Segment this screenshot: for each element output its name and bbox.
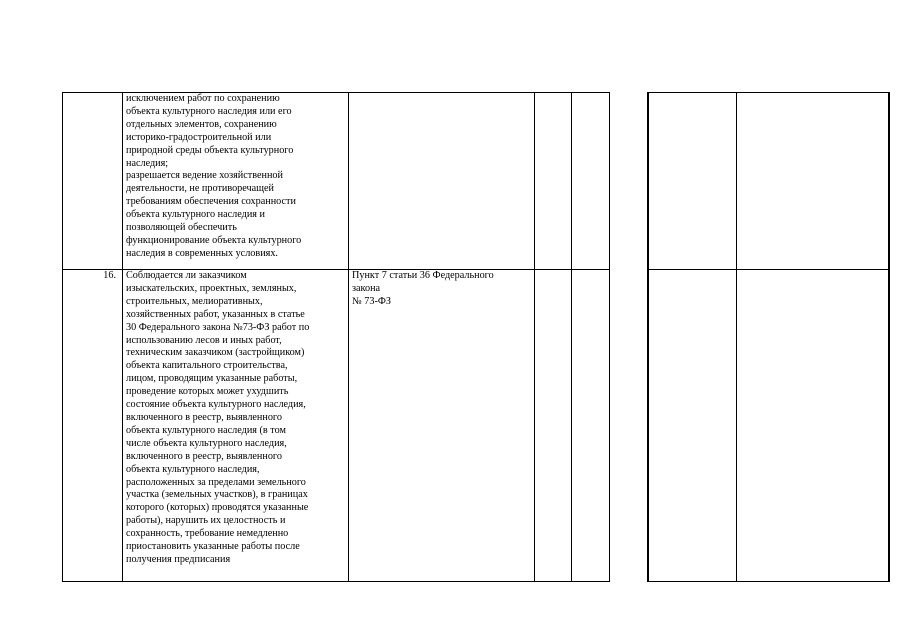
legal-reference-line: Пункт 7 статьи 36 Федерального <box>352 270 494 281</box>
requirement-text-line: объекта культурного наследия и <box>126 209 265 221</box>
requirement-text-line: требованиям обеспечения сохранности <box>126 196 296 208</box>
requirement-text-line: строительных, мелиоративных, <box>126 295 263 307</box>
requirement-text-line: сохранность, требование немедленно <box>126 528 289 540</box>
requirement-text-line: объекта культурного наследия (в том <box>126 424 286 436</box>
requirement-text-line: включенного в реестр, выявленного <box>126 411 282 423</box>
requirement-text-line: состояние объекта культурного наследия, <box>126 399 306 411</box>
answer-yes-cell <box>535 93 572 270</box>
answer-yes-cell <box>535 270 572 582</box>
row-number: 16. <box>103 270 116 281</box>
requirement-text-line: включенного в реестр, выявленного <box>126 450 282 462</box>
table-row <box>63 270 889 582</box>
requirement-text-line: получения предписания <box>126 553 231 565</box>
requirement-text-line: разрешается ведение хозяйственной <box>126 170 283 182</box>
requirement-text-line: работы), нарушить их целостность и <box>126 515 286 527</box>
table-row <box>63 93 889 270</box>
requirement-text-line: лицом, проводящим указанные работы, <box>126 373 298 385</box>
requirement-text-line: изыскательских, проектных, земляных, <box>126 282 297 294</box>
requirement-text-line: 30 Федерального закона №73-ФЗ работ по <box>126 321 310 333</box>
remarks-cell <box>737 270 889 582</box>
requirement-text-line: наследия; <box>126 157 169 169</box>
requirement-text-line: хозяйственных работ, указанных в статье <box>126 308 305 320</box>
requirement-text-line: расположенных за пределами земельного <box>126 476 306 488</box>
spacer-cell <box>610 270 648 582</box>
note-cell <box>648 270 737 582</box>
requirement-text-line: Соблюдается ли заказчиком <box>126 270 247 281</box>
answer-no-cell <box>572 93 610 270</box>
requirement-text-line: позволяющей обеспечить <box>126 222 237 234</box>
legal-reference-cell <box>349 270 535 582</box>
requirement-text-line: участка (земельных участков), в границах <box>126 489 308 501</box>
requirement-text-line: числе объекта культурного наследия, <box>126 437 287 449</box>
answer-no-cell <box>572 270 610 582</box>
requirement-text-line: наследия в современных условиях. <box>126 247 278 259</box>
spacer-cell <box>610 93 648 270</box>
remarks-cell <box>737 93 889 270</box>
checklist-table <box>62 92 890 582</box>
row-number-cell <box>63 270 123 582</box>
legal-reference-cell <box>349 93 535 270</box>
requirement-text-line: природной среды объекта культурного <box>126 144 294 156</box>
requirement-text-line: исключением работ по сохранению <box>126 93 280 104</box>
row-number-cell <box>63 93 123 270</box>
requirement-text-line: отдельных элементов, сохранению <box>126 118 277 130</box>
requirement-text-line: объекта культурного наследия, <box>126 463 260 475</box>
legal-reference-line: № 73-ФЗ <box>352 295 391 307</box>
requirement-cell <box>123 93 349 270</box>
requirement-text-line: которого (которых) проводятся указанные <box>126 502 309 514</box>
requirement-text-line: объекта культурного наследия или его <box>126 105 292 117</box>
requirement-cell <box>123 270 349 582</box>
requirement-text-line: историко-градостроительной или <box>126 131 272 143</box>
requirement-text-line: проведение которых может ухудшить <box>126 386 289 398</box>
requirement-text-line: функционирование объекта культурного <box>126 234 302 246</box>
requirement-text-line: деятельности, не противоречащей <box>126 183 275 195</box>
requirement-text-line: техническим заказчиком (застройщиком) <box>126 347 305 359</box>
requirement-text-line: приостановить указанные работы после <box>126 541 300 553</box>
requirement-text-line: использованию лесов и иных работ, <box>126 334 282 346</box>
requirement-text-line: объекта капитального строительства, <box>126 360 288 372</box>
legal-reference-line: закона <box>352 282 381 294</box>
note-cell <box>648 93 737 270</box>
